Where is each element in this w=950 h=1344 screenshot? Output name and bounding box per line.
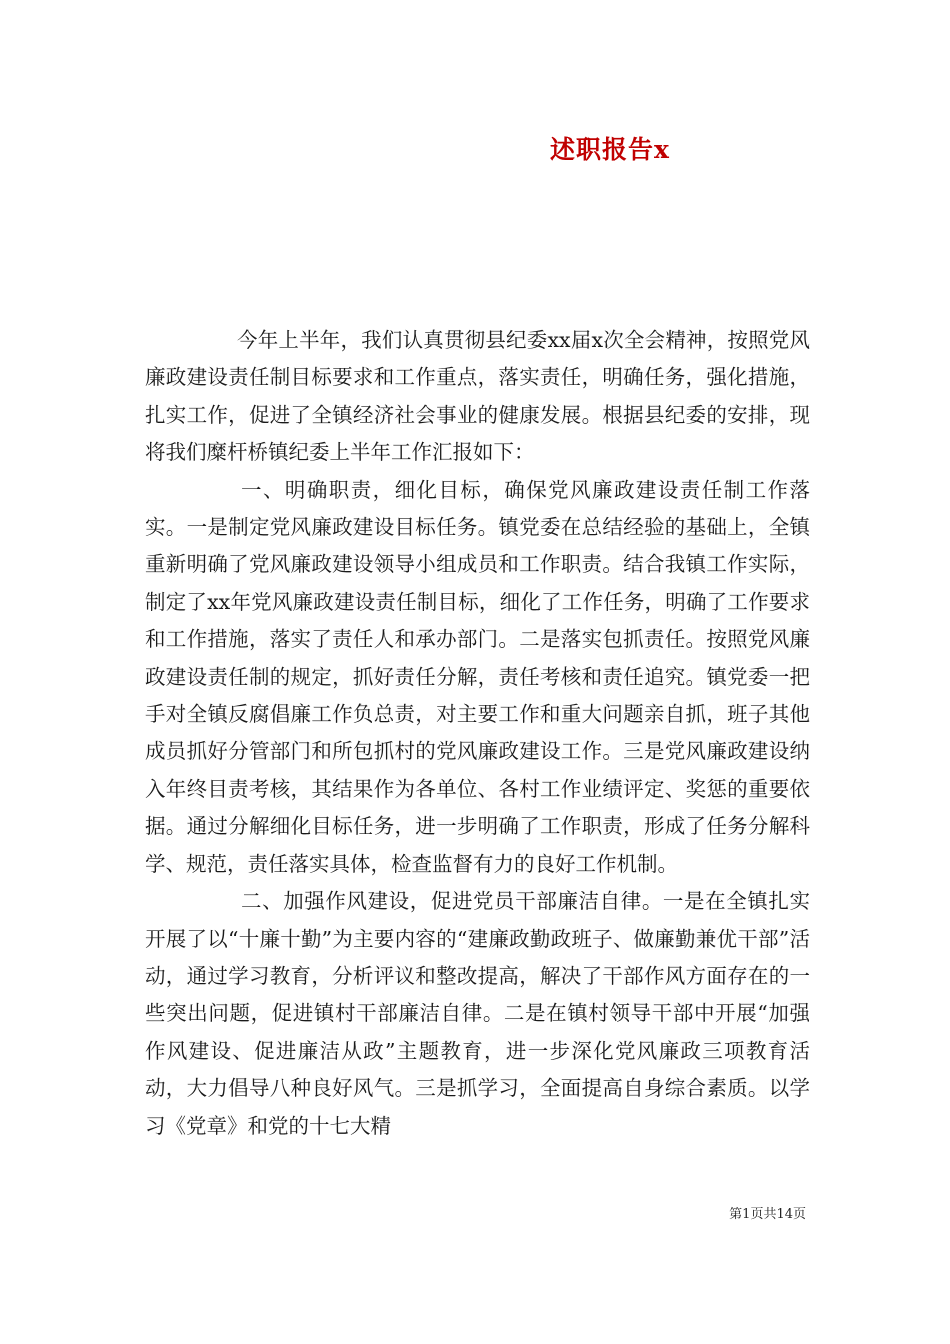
page-number: 第1页共14页	[729, 1207, 806, 1222]
document-body	[145, 322, 810, 1145]
page-title: 述职报告x	[550, 135, 670, 164]
paragraph-intro: 今年上半年，我们认真贯彻县纪委xx届x次全会精神，按照党风廉政建设责任制目标要求和工作重点，落实责任，明确任务，强化措施，扎实工作，促进了全镇经济社会事业的健康发展。根据县纪委的安排，现将我们糜杆桥镇纪委上半年工作汇报如下：	[145, 328, 810, 465]
paragraph-section-one: 一、明确职责，细化目标，确保党风廉政建设责任制工作落实。一是制定党风廉政建设目标任务。镇党委在总结经验的基础上，全镇重新明确了党风廉政建设领导小组成员和工作职责。结合我镇工作实际，制定了xx年党风廉政建设责任制目标，细化了工作任务，明确了工作要求和工作措施，落实了责任人和承办部门。二是落实包抓责任。按照党风廉政建设责任制的规定，抓好责任分解，责任考核和责任追究。镇党委一把手对全镇反腐倡廉工作负总责，对主要工作和重大问题亲自抓，班子其他成员抓好分管部门和所包抓村的党风廉政建设工作。三是党风廉政建设纳入年终目责考核，其结果作为各单位、各村工作业绩评定、奖惩的重要依据。通过分解细化目标任务，进一步明确了工作职责，形成了任务分解科学、规范，责任落实具体，检查监督有力的良好工作机制。	[145, 477, 810, 876]
paragraph-section-two: 二、加强作风建设，促进党员干部廉洁自律。一是在全镇扎实开展了以“十廉十勤”为主要内容的“建廉政勤政班子、做廉勤兼优干部”活动，通过学习教育，分析评议和整改提高，解决了干部作风方面存在的一些突出问题，促进镇村干部廉洁自律。二是在镇村领导干部中开展“加强作风建设、促进廉洁从政”主题教育，进一步深化党风廉政三项教育活动，大力倡导八种良好风气。三是抓学习，全面提高自身综合素质。以学习《党章》和党的十七大精	[145, 889, 810, 1138]
